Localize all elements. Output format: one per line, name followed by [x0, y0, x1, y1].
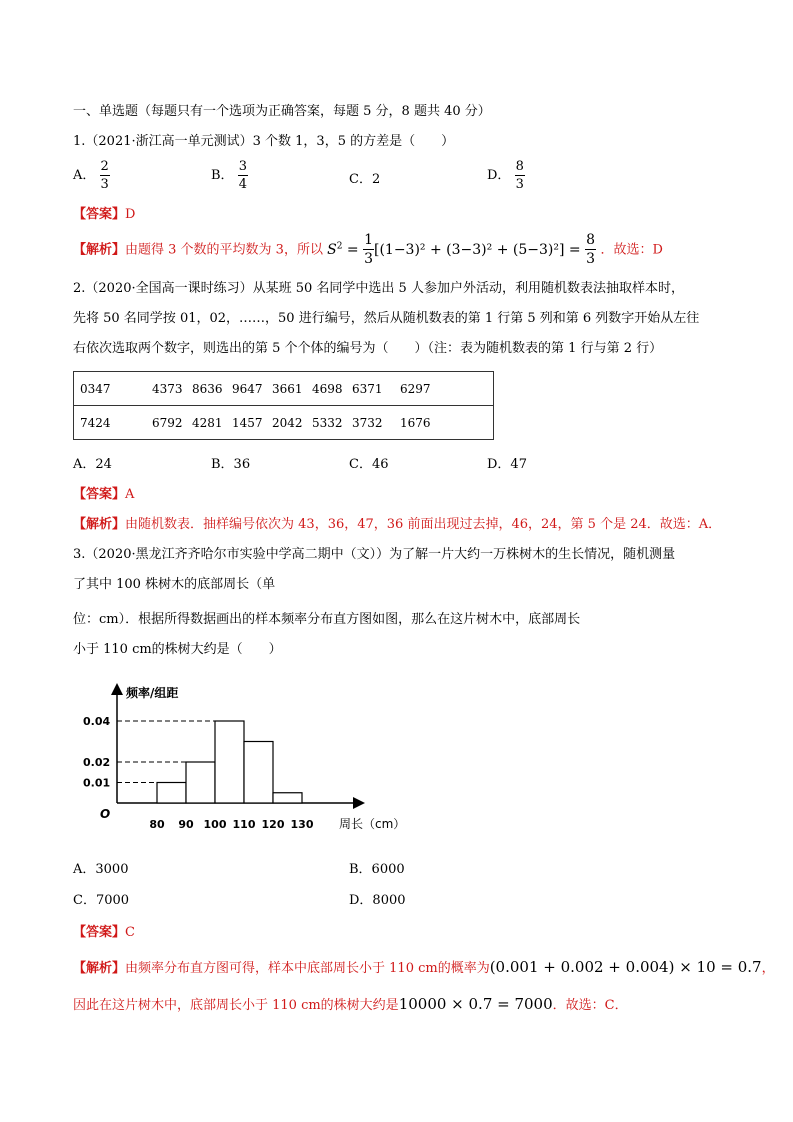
q2-answer: 【答案】A	[73, 487, 135, 502]
q3-option-c: C．7000	[73, 893, 130, 908]
table-cell: 1676	[400, 415, 431, 430]
q2-option-b: B．36	[211, 457, 251, 472]
x-axis-label: 周长（cm）	[339, 817, 406, 831]
question-2-stem-line3: 右依次选取两个数字，则选出的第 5 个个体的编号为（ ）（注：表为随机数表的第 1 行与第 2 行）	[73, 341, 663, 356]
histogram-bar	[273, 793, 302, 803]
y-tick-label: 0.01	[83, 776, 111, 790]
question-1-stem: 1.（2021·浙江高一单元测试）3 个数 1，3，5 的方差是（ ）	[73, 134, 455, 149]
q3-option-a: A．3000	[73, 862, 129, 877]
question-3-stem-line3: 位：cm）．根据所得数据画出的样本频率分布直方图如图，那么在这片树木中，底部周长	[73, 612, 581, 627]
q3-analysis-line2: 因此在这片树木中，底部周长小于 110 cm的株树大约是10000 × 0.7 = 7000．故选：C．	[73, 995, 628, 1013]
question-3-stem-line2: 了其中 100 株树木的底部周长（单	[73, 577, 276, 592]
q2-option-d: D．47	[487, 457, 527, 472]
x-tick-label: 80	[149, 818, 165, 831]
table-cell: 9647	[232, 381, 263, 396]
x-tick-label: 110	[232, 818, 256, 831]
q1-option-d: D． $\frac{8}{3}$	[487, 159, 524, 192]
x-tick-label: 100	[203, 818, 227, 831]
q1-option-b: B． $\frac{3}{4}$	[211, 159, 247, 192]
q3-option-b: B．6000	[349, 862, 405, 877]
q1-option-c: C．2	[349, 172, 381, 187]
histogram-bar	[244, 742, 273, 804]
histogram-bar	[186, 762, 215, 803]
table-cell: 6792	[152, 415, 183, 430]
histogram-bar	[157, 783, 186, 804]
table-cell: 7424	[80, 415, 111, 430]
x-tick-label: 130	[290, 818, 314, 831]
table-cell: 5332	[312, 415, 343, 430]
table-cell: 3732	[352, 415, 383, 430]
x-tick-label: 120	[261, 818, 285, 831]
histogram-bar	[215, 721, 244, 803]
question-3-stem-line4: 小于 110 cm的株树大约是（ ）	[73, 642, 282, 657]
q2-option-a: A．24	[73, 457, 112, 472]
q3-analysis-line1: 【解析】由频率分布直方图可得，样本中底部周长小于 110 cm的概率为(0.001 + 0.002 + 0.004) × 10 = 0.7，	[73, 958, 775, 976]
table-cell: 4281	[192, 415, 223, 430]
q1-analysis: 【解析】由题得 3 个数的平均数为 3，所以 $S^2$ = $\frac{1}{3}$ [(1−3)² + (3−3)² + (5−3)²] = $\frac{8}{3}$ ．故选：D	[73, 232, 663, 267]
question-2-stem-line1: 2.（2020·全国高一课时练习）从某班 50 名同学中选出 5 人参加户外活动，利用随机数表法抽取样本时，	[73, 281, 684, 296]
q3-option-d: D．8000	[349, 893, 406, 908]
frequency-histogram	[80, 680, 420, 840]
q1-formula: $S^2$ = $\frac{1}{3}$ [(1−3)² + (3−3)² + (5−3)²] = $\frac{8}{3}$	[327, 232, 595, 267]
table-cell: 8636	[192, 381, 223, 396]
question-2-stem-line2: 先将 50 名同学按 01，02，……，50 进行编号，然后从随机数表的第 1 行第 5 列和第 6 列数字开始从左往	[73, 311, 700, 326]
table-cell: 0347	[80, 381, 111, 396]
question-3-stem-line1: 3.（2020·黑龙江齐齐哈尔市实验中学高二期中（文））为了解一片大约一万株树木的生长情况，随机测量	[73, 547, 676, 562]
table-cell: 4698	[312, 381, 343, 396]
table-cell: 3661	[272, 381, 303, 396]
random-number-table	[73, 371, 494, 440]
table-cell: 6371	[352, 381, 383, 396]
section-title: 一、单选题（每题只有一个选项为正确答案，每题 5 分，8 题共 40 分）	[73, 104, 491, 119]
table-row	[74, 372, 494, 406]
table-cell: 1457	[232, 415, 263, 430]
y-tick-label: 0.04	[83, 715, 111, 728]
q3-answer: 【答案】C	[73, 925, 135, 940]
q2-option-c: C．46	[349, 457, 389, 472]
y-tick-label: 0.02	[83, 756, 111, 769]
table-cell: 2042	[272, 415, 303, 430]
q1-option-a: A． $\frac{2}{3}$	[73, 159, 109, 192]
table-row	[74, 406, 494, 440]
table-cell: 6297	[400, 381, 431, 396]
y-axis-label: 频率/组距	[126, 686, 179, 700]
origin-label: O	[100, 807, 111, 821]
table-cell: 4373	[152, 381, 183, 396]
q1-answer: 【答案】D	[73, 207, 136, 222]
q2-analysis: 【解析】由随机数表．抽样编号依次为 43，36，47，36 前面出现过去掉，46，24，第 5 个是 24．故选：A．	[73, 517, 722, 532]
x-tick-label: 90	[178, 818, 194, 831]
